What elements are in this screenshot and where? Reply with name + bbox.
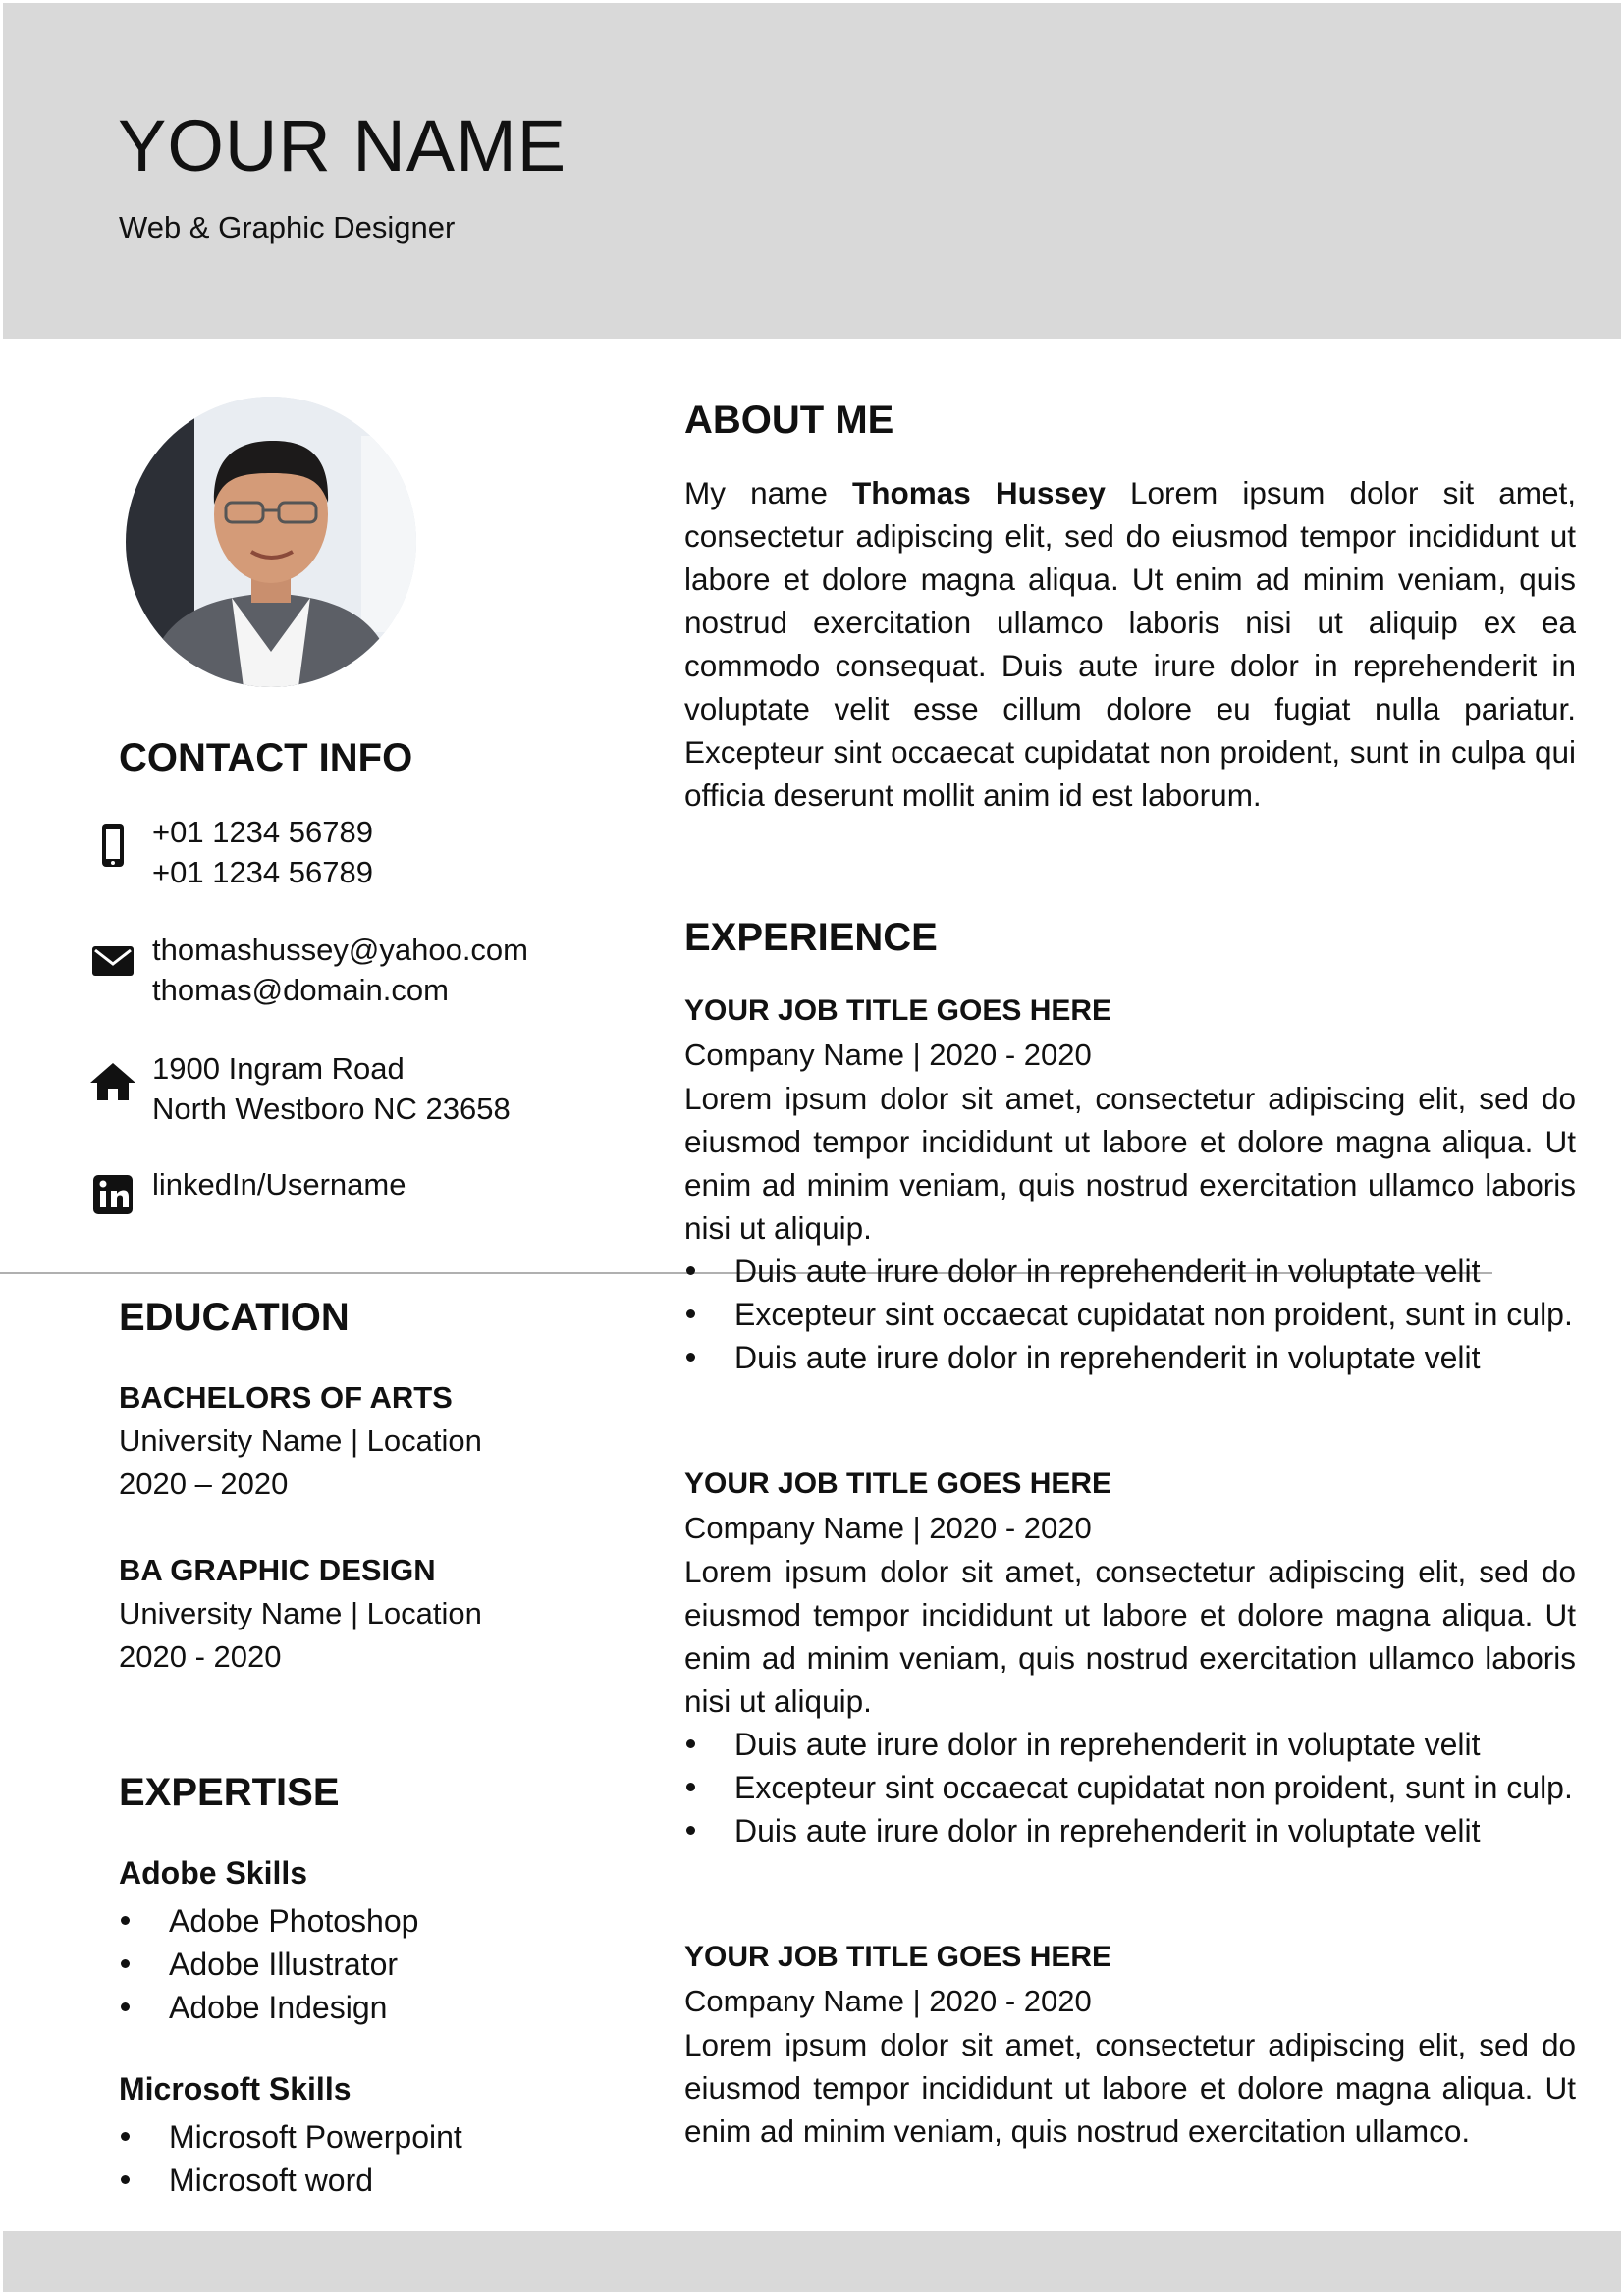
- skill-list: [119, 2115, 462, 2202]
- email-link[interactable]: thomas@domain.com: [152, 973, 449, 1007]
- about-intro: My name: [684, 475, 852, 510]
- address-line: 1900 Ingram Road: [152, 1051, 405, 1086]
- degree-title: BA GRAPHIC DESIGN: [119, 1553, 436, 1587]
- email-link[interactable]: thomashussey@yahoo.com: [152, 933, 528, 967]
- job-bullets: [684, 1250, 1573, 1379]
- degree-years: 2020 - 2020: [119, 1639, 282, 1674]
- company-line: Company Name | 2020 - 2020: [684, 1984, 1092, 2018]
- skill-group-title: Adobe Skills: [119, 1855, 308, 1891]
- list-item: Duis aute irure dolor in reprehenderit in voluptate velit: [684, 1250, 1573, 1293]
- phone-number[interactable]: +01 1234 56789: [152, 815, 373, 849]
- linkedin-link[interactable]: linkedIn/Username: [152, 1167, 406, 1201]
- list-item: Adobe Indesign: [119, 1986, 418, 2029]
- phone-list: [152, 812, 373, 892]
- list-item: Duis aute irure dolor in reprehenderit in voluptate velit: [684, 1809, 1573, 1852]
- list-item: Adobe Illustrator: [119, 1943, 418, 1986]
- job-description: Lorem ipsum dolor sit amet, consectetur adipiscing elit, sed do eiusmod tempor incididunt ut labore et dolore magna aliqua. Ut enim ad minim veniam, quis nostrud exercitation ullamco laboris nisi ut aliquip.: [684, 1081, 1576, 1246]
- address-line: North Westboro NC 23658: [152, 1092, 511, 1126]
- job-description: Lorem ipsum dolor sit amet, consectetur adipiscing elit, sed do eiusmod tempor incididunt ut labore et dolore magna aliqua. Ut enim ad minim veniam, quis nostrud exercitation ullamco laboris nisi ut aliquip.: [684, 1554, 1576, 1719]
- person-photo-icon: [126, 397, 416, 687]
- degree-title: BACHELORS OF ARTS: [119, 1380, 453, 1415]
- list-item: Microsoft word: [119, 2159, 462, 2202]
- school-line: University Name | Location: [119, 1596, 482, 1630]
- page-title: YOUR NAME: [118, 105, 568, 187]
- education-heading: EDUCATION: [119, 1296, 350, 1339]
- list-item: Excepteur sint occaecat cupidatat non proident, sunt in culp.: [684, 1293, 1573, 1336]
- list-item: Duis aute irure dolor in reprehenderit in voluptate velit: [684, 1723, 1573, 1766]
- phone-icon: [88, 821, 137, 870]
- list-item: Microsoft Powerpoint: [119, 2115, 462, 2159]
- about-name: Thomas Hussey: [851, 475, 1106, 510]
- home-icon: [88, 1057, 137, 1106]
- skill-group-title: Microsoft Skills: [119, 2071, 352, 2107]
- about-heading: ABOUT ME: [684, 399, 894, 442]
- job-title: YOUR JOB TITLE GOES HERE: [684, 994, 1112, 1027]
- list-item: Adobe Photoshop: [119, 1899, 418, 1943]
- degree-years: 2020 – 2020: [119, 1467, 289, 1501]
- job-description: Lorem ipsum dolor sit amet, consectetur adipiscing elit, sed do eiusmod tempor incididunt ut labore et dolore magna aliqua. Ut enim ad minim veniam, quis nostrud exercitation ullamco.: [684, 2027, 1576, 2149]
- email-list: [152, 930, 528, 1010]
- mail-icon: [88, 936, 137, 986]
- company-line: Company Name | 2020 - 2020: [684, 1038, 1092, 1072]
- job-title: YOUR JOB TITLE GOES HERE: [684, 1941, 1112, 1973]
- phone-number[interactable]: +01 1234 56789: [152, 855, 373, 889]
- list-item: Duis aute irure dolor in reprehenderit in voluptate velit: [684, 1336, 1573, 1379]
- about-body: Lorem ipsum dolor sit amet, consectetur adipiscing elit, sed do eiusmod tempor incididunt ut labore et dolore magna aliqua. Ut enim ad minim veniam, quis nostrud exercitation ullamco laboris nisi ut aliquip ex ea commodo consequat. Duis aute irure dolor in reprehenderit in voluptate velit esse cillum dolore eu fugiat nulla pariatur. Excepteur sint occaecat cupidatat non proident, sunt in culpa qui officia deserunt mollit anim id est laborum.: [684, 475, 1576, 813]
- about-text: [684, 471, 1576, 817]
- job-role: Web & Graphic Designer: [119, 210, 456, 244]
- footer-band: [3, 2231, 1621, 2292]
- linkedin-icon: [88, 1170, 137, 1219]
- company-line: Company Name | 2020 - 2020: [684, 1511, 1092, 1545]
- contact-heading: CONTACT INFO: [119, 736, 413, 779]
- expertise-heading: EXPERTISE: [119, 1771, 340, 1814]
- skill-list: [119, 1899, 418, 2029]
- experience-heading: EXPERIENCE: [684, 916, 938, 959]
- job-title: YOUR JOB TITLE GOES HERE: [684, 1468, 1112, 1500]
- address: [152, 1048, 511, 1129]
- list-item: Excepteur sint occaecat cupidatat non proident, sunt in culp.: [684, 1766, 1573, 1809]
- job-bullets: [684, 1723, 1573, 1852]
- avatar: [126, 397, 416, 687]
- school-line: University Name | Location: [119, 1423, 482, 1458]
